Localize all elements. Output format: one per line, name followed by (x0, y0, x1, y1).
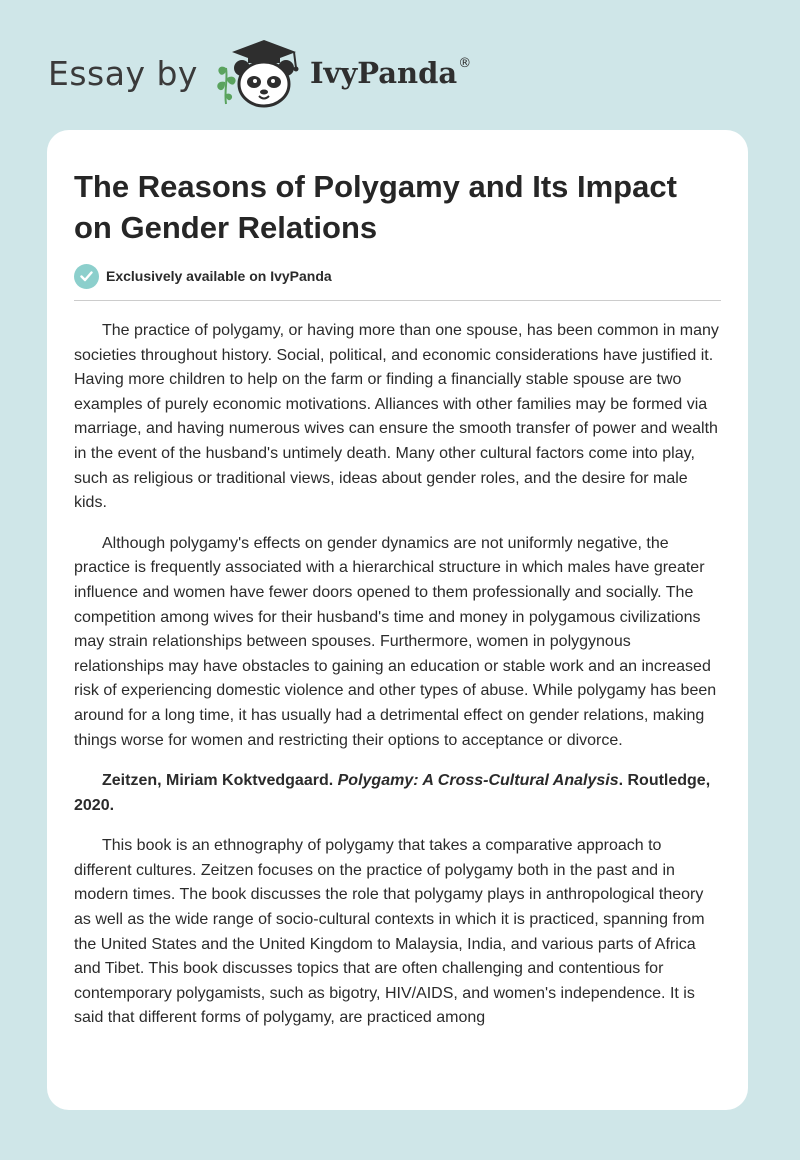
brand-name[interactable]: IvyPanda (309, 56, 458, 90)
registered-mark: ® (458, 55, 472, 71)
brand-prefix: Essay by (48, 53, 198, 93)
check-circle-icon (74, 264, 99, 289)
annotation-paragraph: This book is an ethnography of polygamy that takes a comparative approach to different cultures. Zeitzen focuses on the practice of polygamy both in the past and in modern times. The book discusses the role that polygamy plays in anthropological theory as well as the wide range of socio-cultural contexts in which it is practiced, spanning from the United States and the United Kingdom to Malaysia, India, and various parts of Africa and Tibet. This book discusses topics that are often challenging and contentious for contemporary polygamists, such as bigotry, HIV/AIDS, and women's independence. It is said that different forms of polygamy, are practiced among (74, 837, 705, 1027)
ivypanda-logo-icon[interactable] (212, 38, 304, 108)
badge-text: Exclusively available on IvyPanda (106, 268, 332, 284)
citation-book-title: Polygamy: A Cross-Cultural Analysis (337, 772, 619, 790)
citation-author: Zeitzen, Miriam Koktvedgaard. (102, 772, 334, 790)
site-header (48, 38, 471, 108)
paragraph: Although polygamy's effects on gender dynamics are not uniformly negative, the practice is frequently associated with a hierarchical structure in which males have greater influence and women have fewer doors opened to them professionally and socially. The competition among wives for their husband's time and money in polygamous civilizations may strain relationships between spouses. Furthermore, women in polygynous relationships may have obstacles to gaining an education or stable work and an increased risk of experiencing domestic violence and other types of abuse. While polygamy has been around for a long time, it has usually had a detrimental effect on gender relations, making things worse for women and restricting their options to acceptance or divorce. (74, 534, 717, 749)
divider (74, 300, 721, 301)
citation-publisher: . Routledge, 2020. (74, 772, 711, 814)
paragraph: The practice of polygamy, or having more than one spouse, has been common in many societies throughout history. Social, political, and economic considerations have justified it. Having more children to help on the farm or finding a financially stable spouse are two examples of purely economic motivations. Alliances with other families may be formed via marriage, and having numerous wives can ensure the smooth transfer of power and wealth in the event of the husband's untimely death. Many other cultural factors come into play, such as religious or traditional views, ideas about gender roles, and the desire for male kids. (74, 322, 719, 512)
essay-card (47, 130, 748, 1110)
essay-body (74, 319, 721, 1031)
essay-title: The Reasons of Polygamy and Its Impact on Gender Relations (74, 169, 677, 245)
citation (74, 769, 721, 818)
exclusive-badge (74, 262, 721, 290)
